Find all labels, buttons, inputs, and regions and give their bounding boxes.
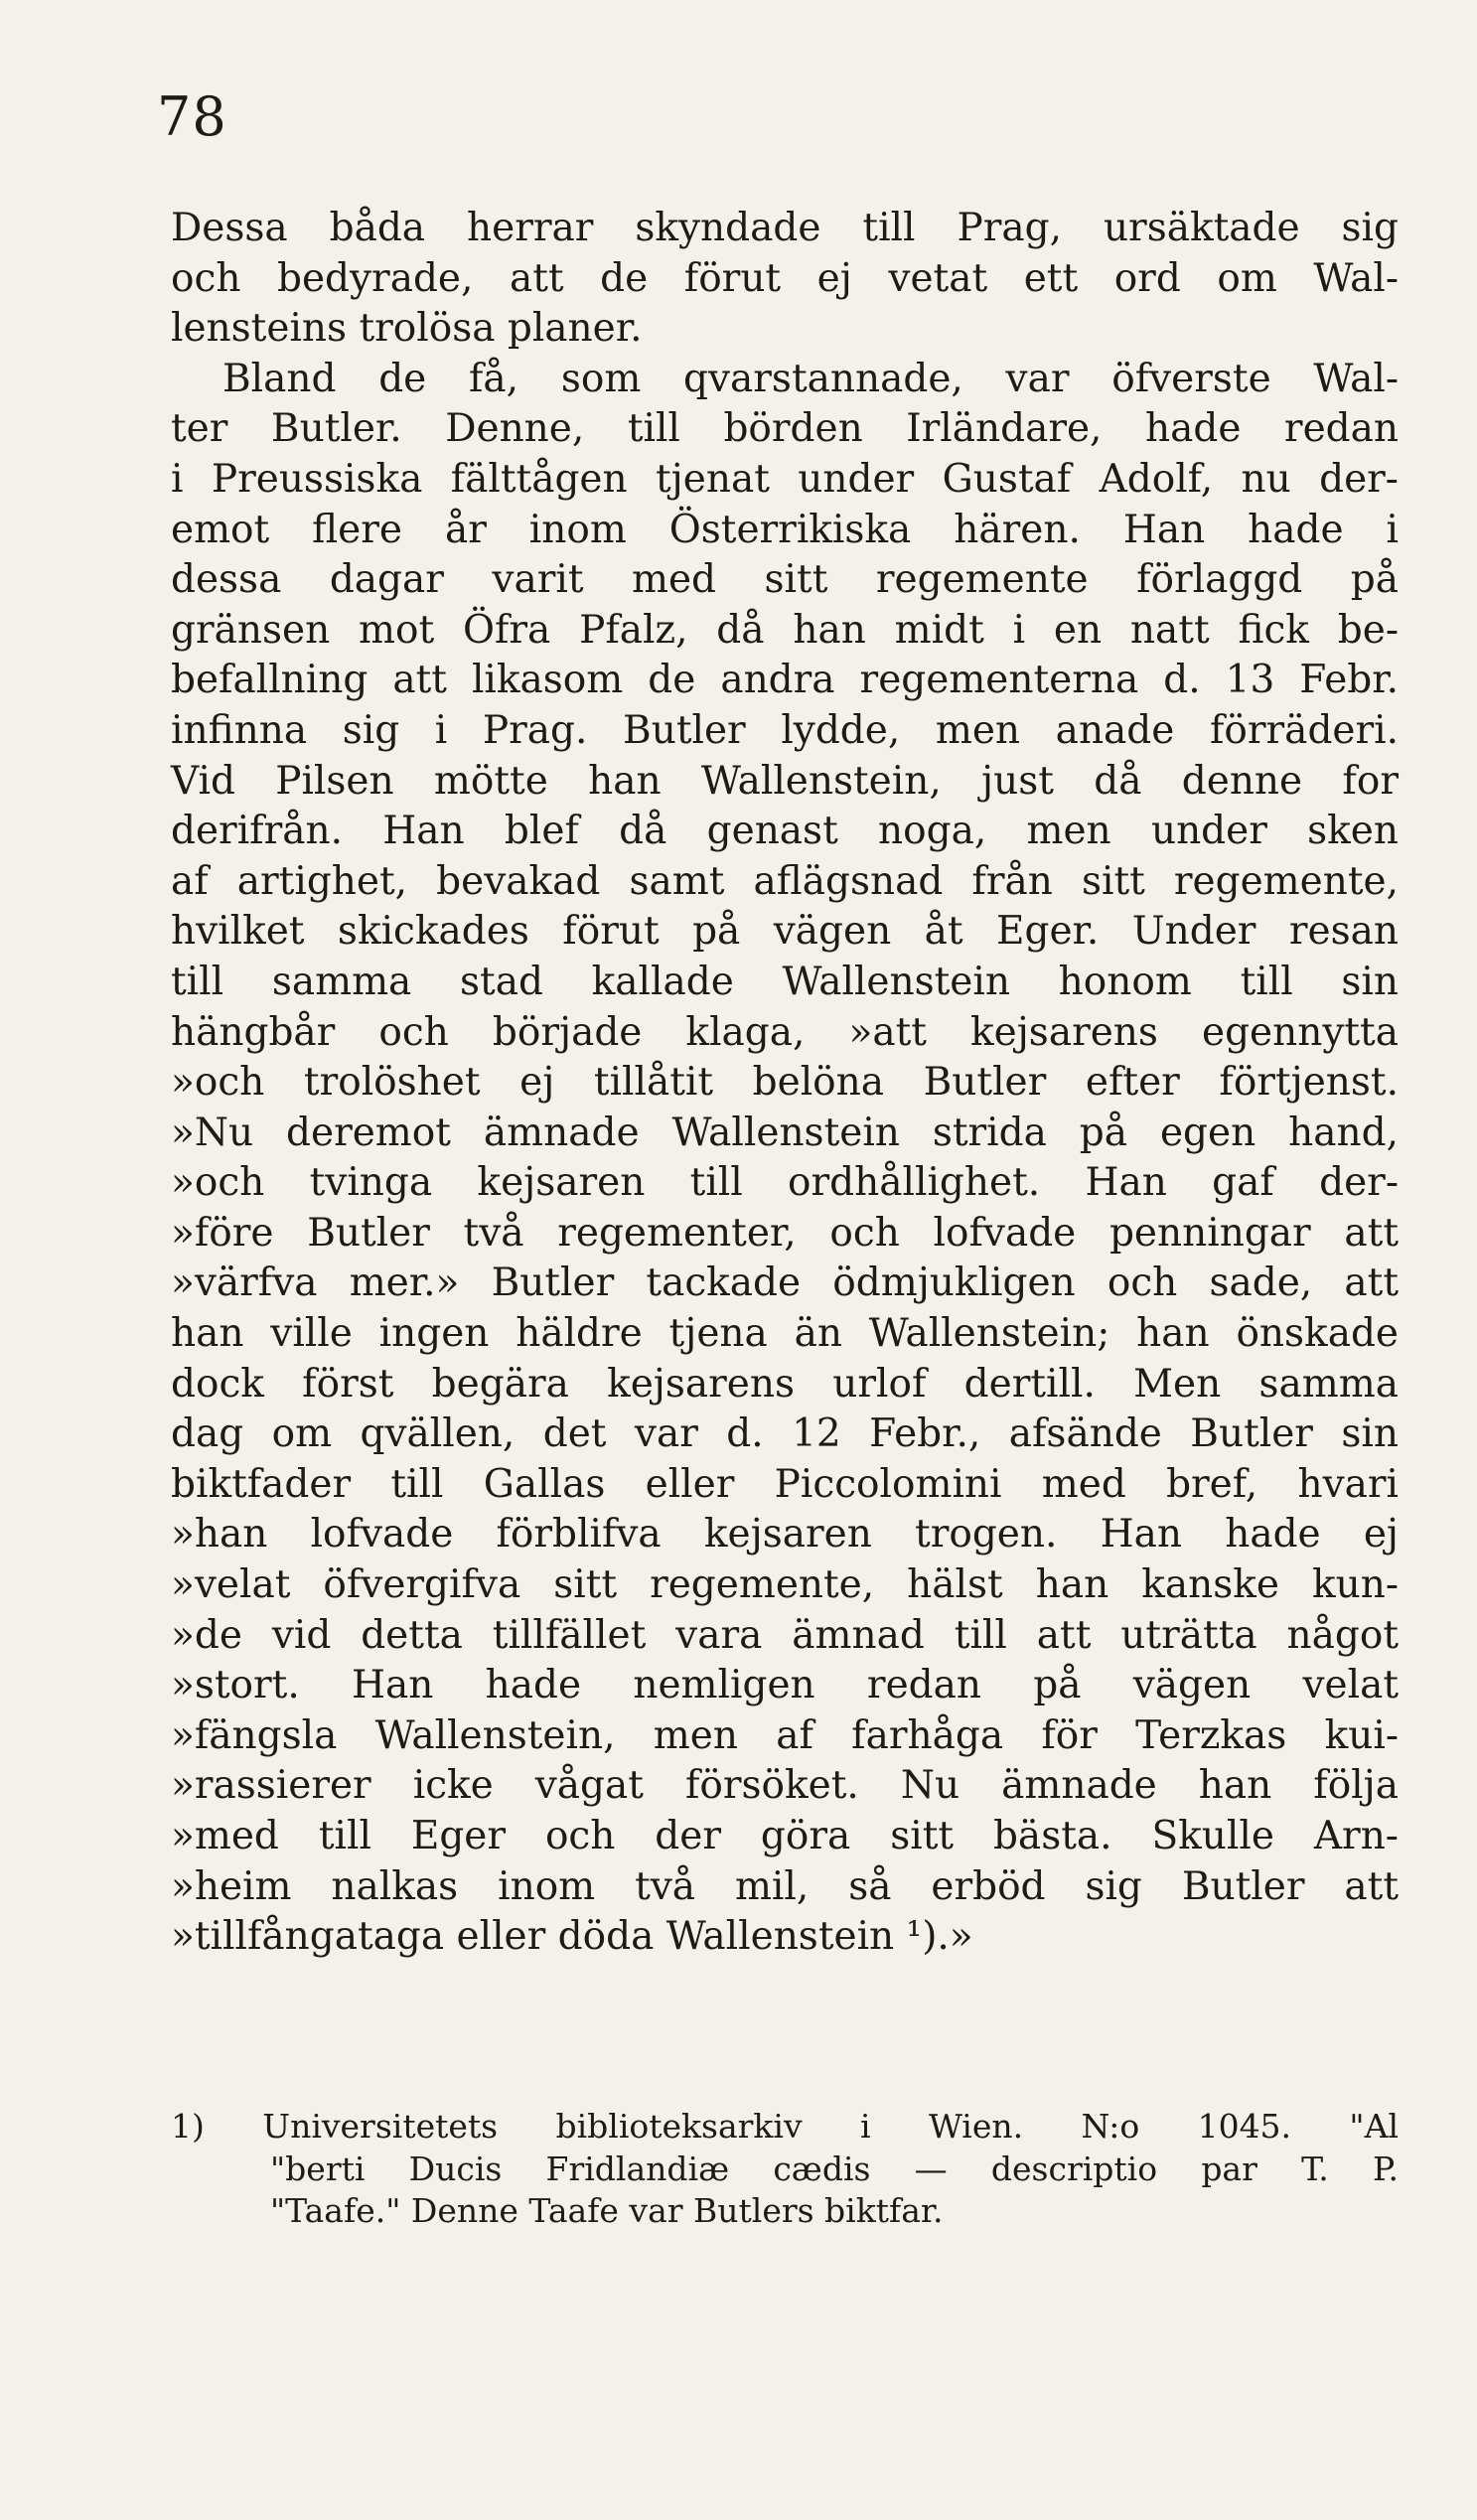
text-line: hvilket skickades förut på vägen åt Eger. Under resan	[171, 909, 1399, 955]
text-line: »Nu deremot ämnade Wallenstein strida på egen hand,	[171, 1110, 1399, 1155]
text-line: till samma stad kallade Wallenstein honom till sin	[171, 959, 1399, 1004]
text-line: Dessa båda herrar skyndade till Prag, ursäktade sig	[171, 206, 1399, 250]
text-line: dag om qvällen, det var d. 12 Febr., afsände Butler sin	[171, 1411, 1399, 1457]
text-line: »med till Eger och der göra sitt bästa. Skulle Arn-	[171, 1814, 1399, 1858]
footnote-line: 1) Universitetets biblioteksarkiv i Wien. N:o 1045. "Al	[171, 2107, 1399, 2146]
text-line: »han lofvade förblifva kejsaren trogen. Han hade ej	[171, 1512, 1399, 1557]
text-line: dock först begära kejsarens urlof dertill. Men samma	[171, 1361, 1399, 1407]
text-line: befallning att likasom de andra regementerna d. 13 Febr.	[171, 658, 1399, 703]
text-line: »velat öfvergifva sitt regemente, hälst han kanske kun-	[171, 1562, 1399, 1608]
text-line: »de vid detta tillfället vara ämnad till att uträtta något	[171, 1612, 1399, 1658]
footnote-line: "Taafe." Denne Taafe var Butlers biktfar.	[270, 2191, 944, 2230]
text-line: »och trolöshet ej tillåtit belöna Butler efter förtjenst.	[171, 1060, 1399, 1106]
text-line: »heim nalkas inom två mil, så erböd sig Butler att	[171, 1863, 1399, 1909]
text-line: »värfva mer.» Butler tackade ödmjukligen och sade, att	[171, 1260, 1399, 1306]
text-line: »stort. Han hade nemligen redan på vägen velat	[171, 1663, 1399, 1708]
text-line: derifrån. Han blef då genast noga, men under sken	[171, 809, 1399, 854]
text-line: »rassierer icke vågat försöket. Nu ämnade han följa	[171, 1763, 1399, 1809]
text-line: dessa dagar varit med sitt regemente förlaggd på	[171, 557, 1399, 603]
text-line: ter Butler. Denne, till börden Irländare, hade redan	[171, 406, 1399, 452]
text-line: »och tvinga kejsaren till ordhållighet. Han gaf der-	[171, 1160, 1399, 1206]
text-line: i Preussiska fälttågen tjenat under Gustaf Adolf, nu der-	[171, 456, 1399, 502]
text-line: hängbår och började klaga, »att kejsarens egennytta	[171, 1009, 1399, 1055]
footnote-line: "berti Ducis Fridlandiæ cædis — descriptio par T. P.	[270, 2149, 1399, 2188]
text-line: gränsen mot Öfra Pfalz, då han midt i en natt fick be-	[171, 607, 1399, 653]
text-line: »före Butler två regementer, och lofvade penningar att	[171, 1210, 1399, 1256]
text-line: »fängsla Wallenstein, men af farhåga för Terzkas kui-	[171, 1712, 1399, 1758]
text-line: Vid Pilsen mötte han Wallenstein, just då denne for	[171, 758, 1399, 804]
text-line: af artighet, bevakad samt aflägsnad från sitt regemente,	[171, 858, 1399, 904]
page-number: 78	[157, 85, 227, 148]
text-line: han ville ingen häldre tjena än Wallenstein; han önskade	[171, 1311, 1399, 1357]
text-line: emot flere år inom Österrikiska hären. Han hade i	[171, 507, 1399, 552]
text-line: »tillfångataga eller döda Wallenstein ¹).»	[171, 1914, 973, 1960]
text-line: infinna sig i Prag. Butler lydde, men anade förräderi.	[171, 707, 1399, 753]
text-line: lensteins trolösa planer.	[171, 306, 643, 352]
text-line: och bedyrade, att de förut ej vetat ett ord om Wal-	[171, 255, 1399, 301]
body-text	[171, 204, 1399, 1963]
text-line: Bland de få, som qvarstannade, var öfverste Wal-	[222, 356, 1399, 401]
footnote	[171, 2106, 1399, 2233]
text-line: biktfader till Gallas eller Piccolomini med bref, hvari	[171, 1461, 1399, 1507]
